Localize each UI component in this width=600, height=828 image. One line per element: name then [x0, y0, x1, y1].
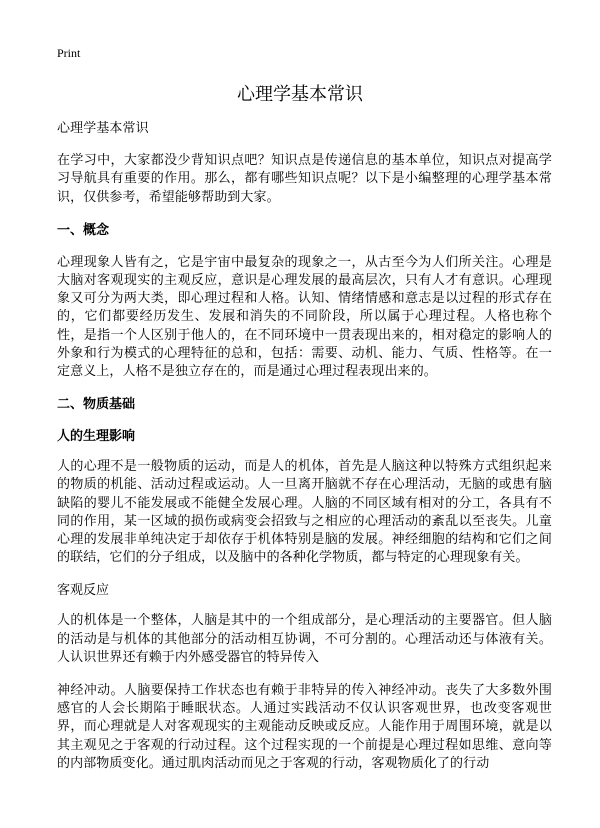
- intro-paragraph: 在学习中，大家都没少背知识点吧？知识点是传递信息的基本单位，知识点对提高学习导航具有重要的作用。那么，都有哪些知识点呢？以下是小编整理的心理学基本常识，仅供参考，希望能够帮助到大家。: [57, 153, 552, 205]
- section-heading-material: 二、物质基础: [57, 397, 136, 413]
- article-subtitle: 心理学基本常识: [57, 121, 149, 136]
- objective-paragraph-1: 人的机体是一个整体，人脑是其中的一个组成部分，是心理活动的主要器官。但人脑的活动是与机体的其他部分的活动相互协调，不可分割的。心理活动还与体液有关。人认识世界还有赖于内外感受器官的特异传入: [57, 613, 552, 665]
- subheading-objective: 客观反应: [57, 583, 110, 599]
- section-heading-concept: 一、概念: [57, 222, 110, 238]
- physiology-paragraph: 人的心理不是一般物质的运动，而是人的机体，首先是人脑这种以特殊方式组织起来的物质的机能、活动过程或运动。人一旦离开脑就不存在心理活动，无脑的或患有脑缺陷的婴儿不能发展或不能健全发展心理。人脑的不同区域有相对的分工，各具有不同的作用，某一区域的损伤或病变会招致与之相应的心理活动的紊乱以至丧失。儿童心理的发展非单纯决定于却依存于机体特别是脑的发展。神经细胞的结构和它们之间的联结，它们的分子组成，以及脑中的各种化学物质，都与特定的心理现象有关。: [57, 459, 552, 566]
- subheading-physiology: 人的生理影响: [57, 429, 136, 445]
- print-link[interactable]: Print: [57, 46, 81, 60]
- concept-paragraph: 心理现象人皆有之，它是宇宙中最复杂的现象之一，从古至今为人们所关注。心理是大脑对客观现实的主观反应，意识是心理发展的最高层次，只有人才有意识。心理现象又可分为两大类，即心理过程和人格。认知、情绪情感和意志是以过程的形式存在的，它们都要经历发生、发展和消失的不同阶段，所以属于心理过程。人格也称个性，是指一个人区别于他人的，在不同环境中一贯表现出来的，相对稳定的影响人的外象和行为模式的心理特征的总和，包括：需要、动机、能力、气质、性格等。在一定意义上，人格不是独立存在的，而是通过心理过程表现出来的。: [57, 254, 552, 380]
- article-body: [57, 120, 552, 788]
- page-title: 心理学基本常识: [237, 84, 363, 105]
- objective-paragraph-2: 神经冲动。人脑要保持工作状态也有赖于非特异的传入神经冲动。丧失了大多数外围感官的人会长期陷于睡眠状态。人通过实践活动不仅认识客观世界，也改变客观世界，而心理就是人对客观现实的主观能动反映或反应。人能作用于周围环境，就是以其主观见之于客观的行动过程。这个过程实现的一个前提是心理过程如思维、意向等的内部物质变化。通过肌肉活动而见之于客观的行动，客观物质化了的行动: [57, 683, 552, 771]
